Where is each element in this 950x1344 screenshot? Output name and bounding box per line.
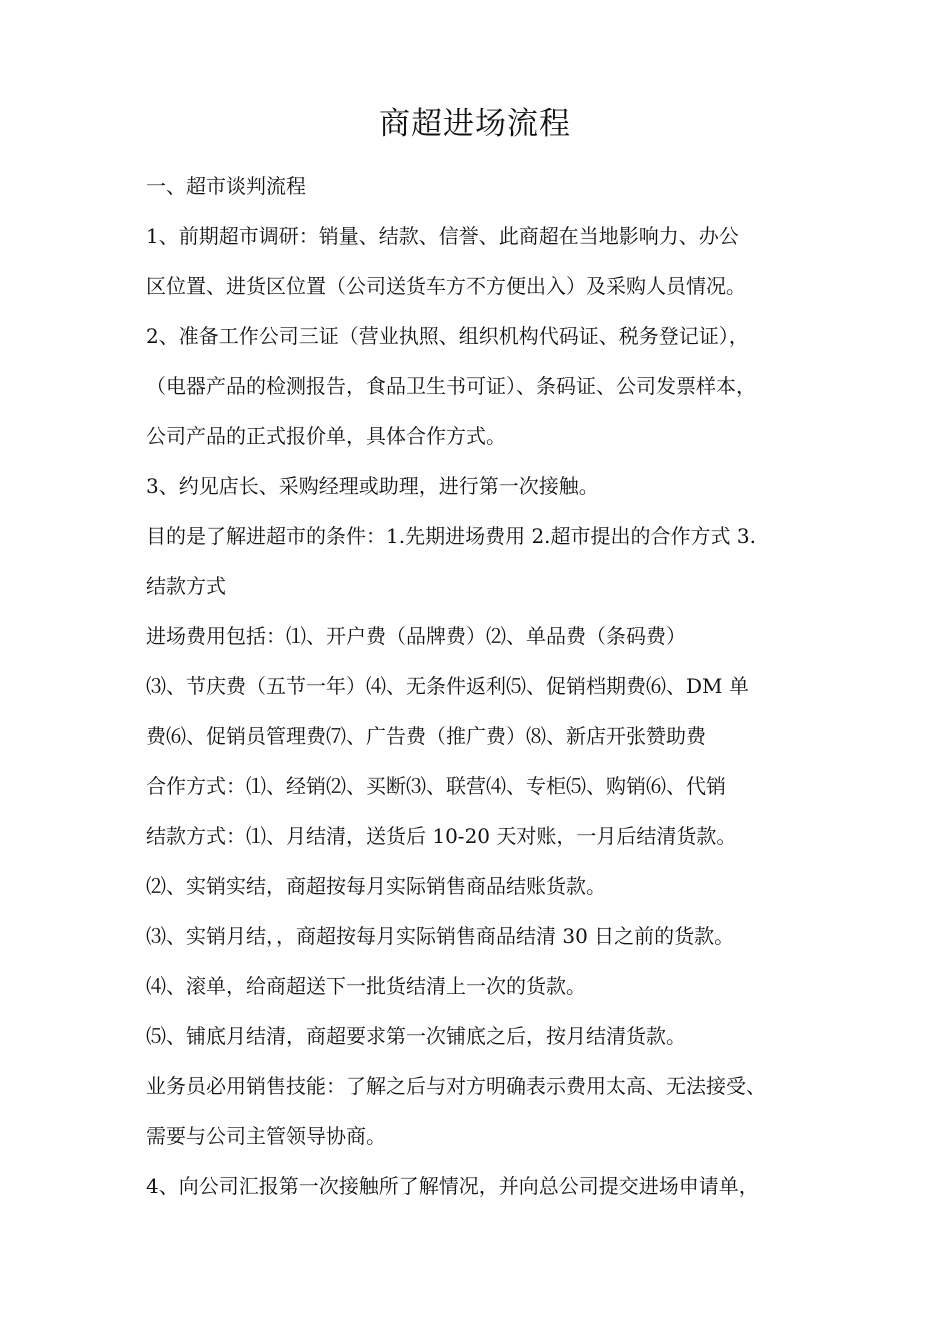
paragraph-line: 结款方式：⑴、月结清，送货后 10-20 天对账，一月后结清货款。 bbox=[146, 824, 737, 848]
paragraph-line: 业务员必用销售技能：了解之后与对方明确表示费用太高、无法接受、 bbox=[146, 1074, 766, 1098]
paragraph-line: 进场费用包括：⑴、开户费（品牌费）⑵、单品费（条码费） bbox=[146, 624, 686, 648]
paragraph-line: 2、准备工作公司三证（营业执照、组织机构代码证、税务登记证）， bbox=[146, 324, 749, 348]
paragraph-line: ⑸、铺底月结清，商超要求第一次铺底之后，按月结清货款。 bbox=[146, 1024, 686, 1048]
paragraph-line: ⑶、节庆费（五节一年）⑷、无条件返利⑸、促销档期费⑹、DM 单 bbox=[146, 674, 749, 698]
paragraph-line: 目的是了解进超市的条件：1.先期进场费用 2.超市提出的合作方式 3. bbox=[146, 524, 756, 548]
paragraph-line: 费⑹、促销员管理费⑺、广告费（推广费）⑻、新店开张赞助费 bbox=[146, 724, 706, 748]
document-body bbox=[146, 161, 818, 1211]
paragraph-line: ⑵、实销实结，商超按每月实际销售商品结账货款。 bbox=[146, 874, 606, 898]
paragraph-line: 4、向公司汇报第一次接触所了解情况，并向总公司提交进场申请单， bbox=[146, 1174, 759, 1198]
paragraph-line: ⑷、滚单，给商超送下一批货结清上一次的货款。 bbox=[146, 974, 586, 998]
paragraph-line: 结款方式 bbox=[146, 574, 226, 598]
paragraph-line: 3、约见店长、采购经理或助理，进行第一次接触。 bbox=[146, 474, 599, 498]
paragraph-line: 公司产品的正式报价单，具体合作方式。 bbox=[146, 424, 506, 448]
document-title: 商超进场流程 bbox=[379, 106, 571, 142]
paragraph-line: （电器产品的检测报告，食品卫生书可证）、条码证、公司发票样本， bbox=[146, 374, 756, 398]
paragraph-line: 合作方式：⑴、经销⑵、买断⑶、联营⑷、专柜⑸、购销⑹、代销 bbox=[146, 774, 726, 798]
paragraph-line: 需要与公司主管领导协商。 bbox=[146, 1124, 386, 1148]
paragraph-line: 区位置、进货区位置（公司送货车方不方便出入）及采购人员情况。 bbox=[146, 274, 746, 298]
paragraph-line: 1、前期超市调研：销量、结款、信誉、此商超在当地影响力、办公 bbox=[146, 224, 739, 248]
paragraph-line: ⑶、实销月结，，商超按每月实际销售商品结清 30 日之前的货款。 bbox=[146, 924, 735, 948]
heading-negotiation-process: 一、超市谈判流程 bbox=[146, 174, 306, 198]
